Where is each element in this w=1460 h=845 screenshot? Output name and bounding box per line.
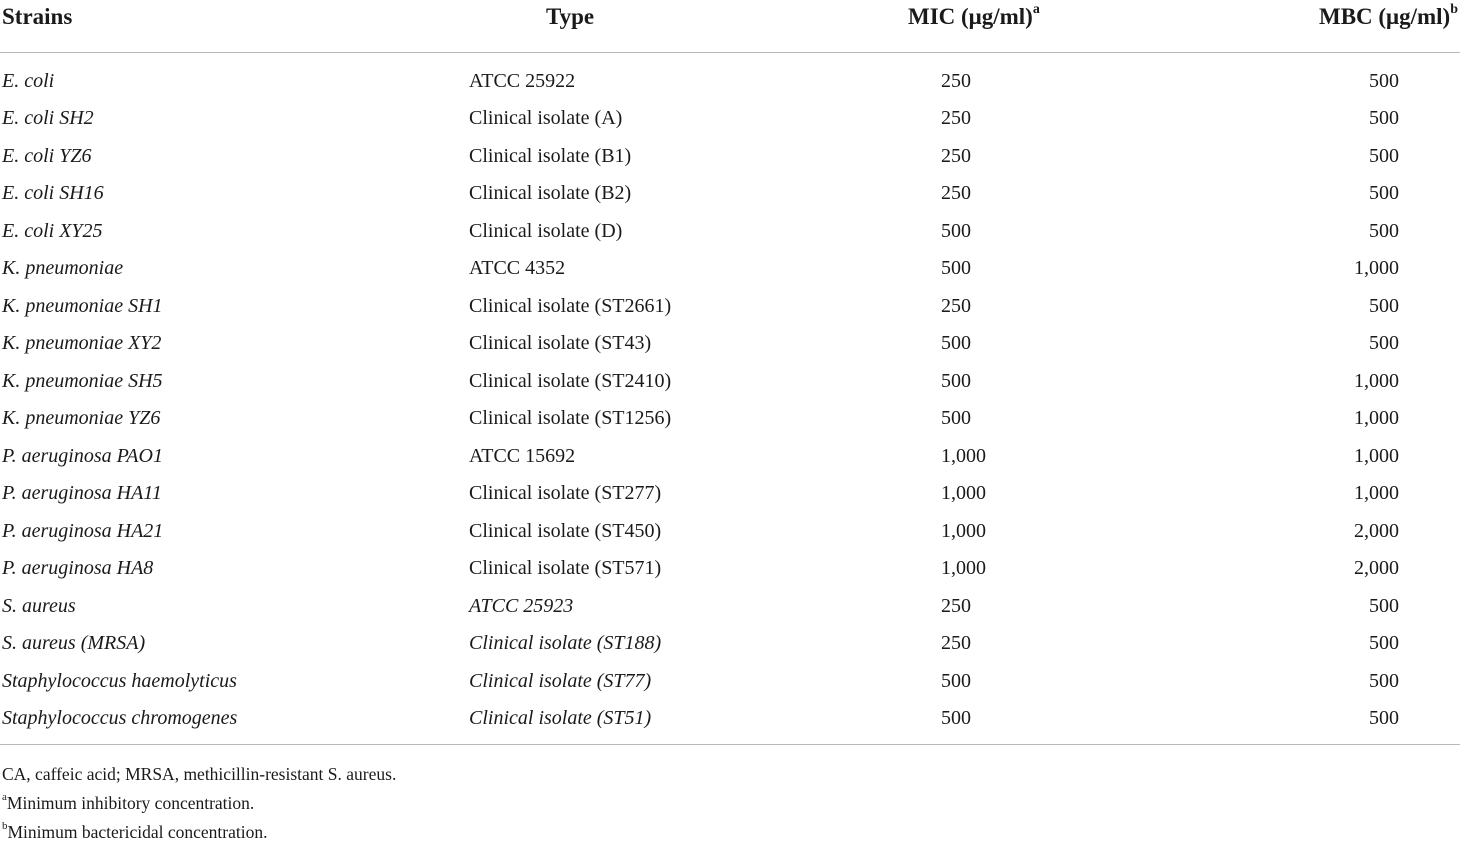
table-row [0, 213, 1460, 251]
cell-strain: P. aeruginosa PAO1 [2, 444, 163, 467]
header-strains [0, 0, 468, 52]
footnote-a-mark: a [2, 791, 7, 803]
header-mbc [1159, 0, 1460, 52]
footnote-b [2, 816, 396, 845]
cell-mbc: 500 [1369, 294, 1399, 317]
cell-strain: S. aureus [2, 594, 76, 617]
cell-type: ATCC 25923 [469, 594, 574, 617]
cell-mbc: 500 [1369, 144, 1399, 167]
table-row [0, 663, 1460, 701]
cell-strain: K. pneumoniae XY2 [2, 332, 162, 355]
cell-mic: 1,000 [941, 557, 986, 580]
cell-mbc: 500 [1369, 332, 1399, 355]
header-row [0, 0, 1460, 52]
cell-type: Clinical isolate (ST2661) [469, 294, 672, 317]
header-mbc-label: MBC (μg/ml) [1318, 4, 1451, 29]
cell-type: Clinical isolate (D) [469, 219, 623, 242]
cell-type: Clinical isolate (ST450) [469, 519, 662, 542]
table-row [0, 513, 1460, 551]
cell-mic: 500 [941, 407, 971, 430]
cell-mic: 500 [941, 332, 971, 355]
header-type-label: Type [546, 4, 595, 29]
cell-mbc: 500 [1369, 107, 1399, 130]
cell-mic: 500 [814, 700, 1159, 744]
table-row [0, 325, 1460, 363]
cell-mic: 250 [941, 107, 971, 130]
table-row [0, 138, 1460, 176]
cell-mbc: 500 [1369, 669, 1399, 692]
cell-type: ATCC 4352 [469, 257, 566, 280]
cell-strain: E. coli [2, 69, 55, 92]
cell-type: Clinical isolate (A) [469, 107, 623, 130]
cell-mbc: 500 [1369, 182, 1399, 205]
cell-mbc: 1,000 [1354, 407, 1399, 430]
cell-mbc: 1,000 [1354, 444, 1399, 467]
cell-mic: 250 [941, 294, 971, 317]
cell-strain: E. coli SH2 [2, 107, 94, 130]
table-body [0, 52, 1460, 744]
cell-type: Clinical isolate (ST571) [469, 557, 662, 580]
cell-mic: 500 [941, 369, 971, 392]
cell-type: ATCC 15692 [469, 444, 576, 467]
cell-mbc: 1,000 [1354, 369, 1399, 392]
cell-strain: P. aeruginosa HA8 [2, 557, 154, 580]
cell-strain: K. pneumoniae SH5 [2, 369, 163, 392]
cell-type: Clinical isolate (ST2410) [469, 369, 672, 392]
cell-strain: E. coli SH16 [2, 182, 104, 205]
table-row [0, 588, 1460, 626]
cell-mic: 250 [941, 144, 971, 167]
cell-strain: E. coli YZ6 [2, 144, 92, 167]
cell-mic: 1,000 [941, 482, 986, 505]
cell-type: Clinical isolate (B2) [469, 182, 632, 205]
footnote-a-text: Minimum inhibitory concentration. [6, 792, 255, 813]
cell-strain: P. aeruginosa HA11 [2, 482, 162, 505]
cell-mic: 1,000 [941, 444, 986, 467]
table-row [0, 625, 1460, 663]
header-strains-label: Strains [2, 4, 73, 29]
cell-mbc: 500 [1369, 219, 1399, 242]
cell-strain: P. aeruginosa HA21 [2, 519, 164, 542]
cell-mbc: 500 [1369, 632, 1399, 655]
header-mbc-footnote-mark: b [1450, 2, 1458, 17]
cell-mic: 250 [941, 182, 971, 205]
cell-type: ATCC 25922 [469, 69, 576, 92]
header-type [468, 0, 814, 52]
cell-type: Clinical isolate (ST277) [469, 482, 662, 505]
table-row [0, 363, 1460, 401]
table-row [0, 52, 1460, 100]
footnote-a [2, 787, 396, 816]
cell-type: Clinical isolate (ST51) [468, 700, 814, 744]
cell-strain: Staphylococcus haemolyticus [2, 669, 237, 692]
cell-mic: 250 [941, 594, 971, 617]
table-row [0, 475, 1460, 513]
cell-mic: 250 [941, 69, 971, 92]
header-mic [814, 0, 1159, 52]
cell-mbc: 1,000 [1354, 482, 1399, 505]
table-row [0, 250, 1460, 288]
cell-type: Clinical isolate (B1) [469, 144, 632, 167]
cell-mbc: 500 [1159, 700, 1460, 744]
cell-strain: E. coli XY25 [2, 219, 103, 242]
cell-type: Clinical isolate (ST1256) [469, 407, 672, 430]
cell-mic: 250 [941, 632, 971, 655]
footnote-abbreviations: CA, caffeic acid; MRSA, methicillin-resistant S. aureus. [2, 764, 397, 784]
table-row [0, 175, 1460, 213]
cell-mic: 500 [941, 257, 971, 280]
table-row [0, 438, 1460, 476]
table-row [0, 400, 1460, 438]
cell-mic: 500 [941, 219, 971, 242]
header-mic-label: MIC (μg/ml) [908, 4, 1033, 29]
cell-type: Clinical isolate (ST77) [469, 669, 652, 692]
cell-strain: S. aureus (MRSA) [2, 632, 146, 655]
cell-strain: K. pneumoniae SH1 [2, 294, 163, 317]
cell-strain: Staphylococcus chromogenes [0, 700, 468, 744]
cell-strain: K. pneumoniae [2, 257, 124, 280]
cell-mbc: 1,000 [1354, 257, 1399, 280]
cell-mbc: 500 [1369, 594, 1399, 617]
header-mic-footnote-mark: a [1032, 2, 1040, 17]
cell-mbc: 2,000 [1354, 557, 1399, 580]
table-row [0, 100, 1460, 138]
cell-type: Clinical isolate (ST188) [469, 632, 662, 655]
cell-mic: 1,000 [941, 519, 986, 542]
cell-mbc: 500 [1369, 69, 1399, 92]
cell-mbc: 2,000 [1354, 519, 1399, 542]
cell-mic: 500 [941, 669, 971, 692]
table-row [0, 288, 1460, 326]
cell-strain: K. pneumoniae YZ6 [2, 407, 161, 430]
table-footnotes [2, 762, 396, 845]
table-header [0, 0, 1460, 52]
cell-type: Clinical isolate (ST43) [469, 332, 652, 355]
footnote-b-mark: b [2, 819, 8, 832]
table-row [0, 700, 1460, 744]
table-row [0, 550, 1460, 588]
footnote-b-text: Minimum bactericidal concentration. [7, 821, 268, 842]
